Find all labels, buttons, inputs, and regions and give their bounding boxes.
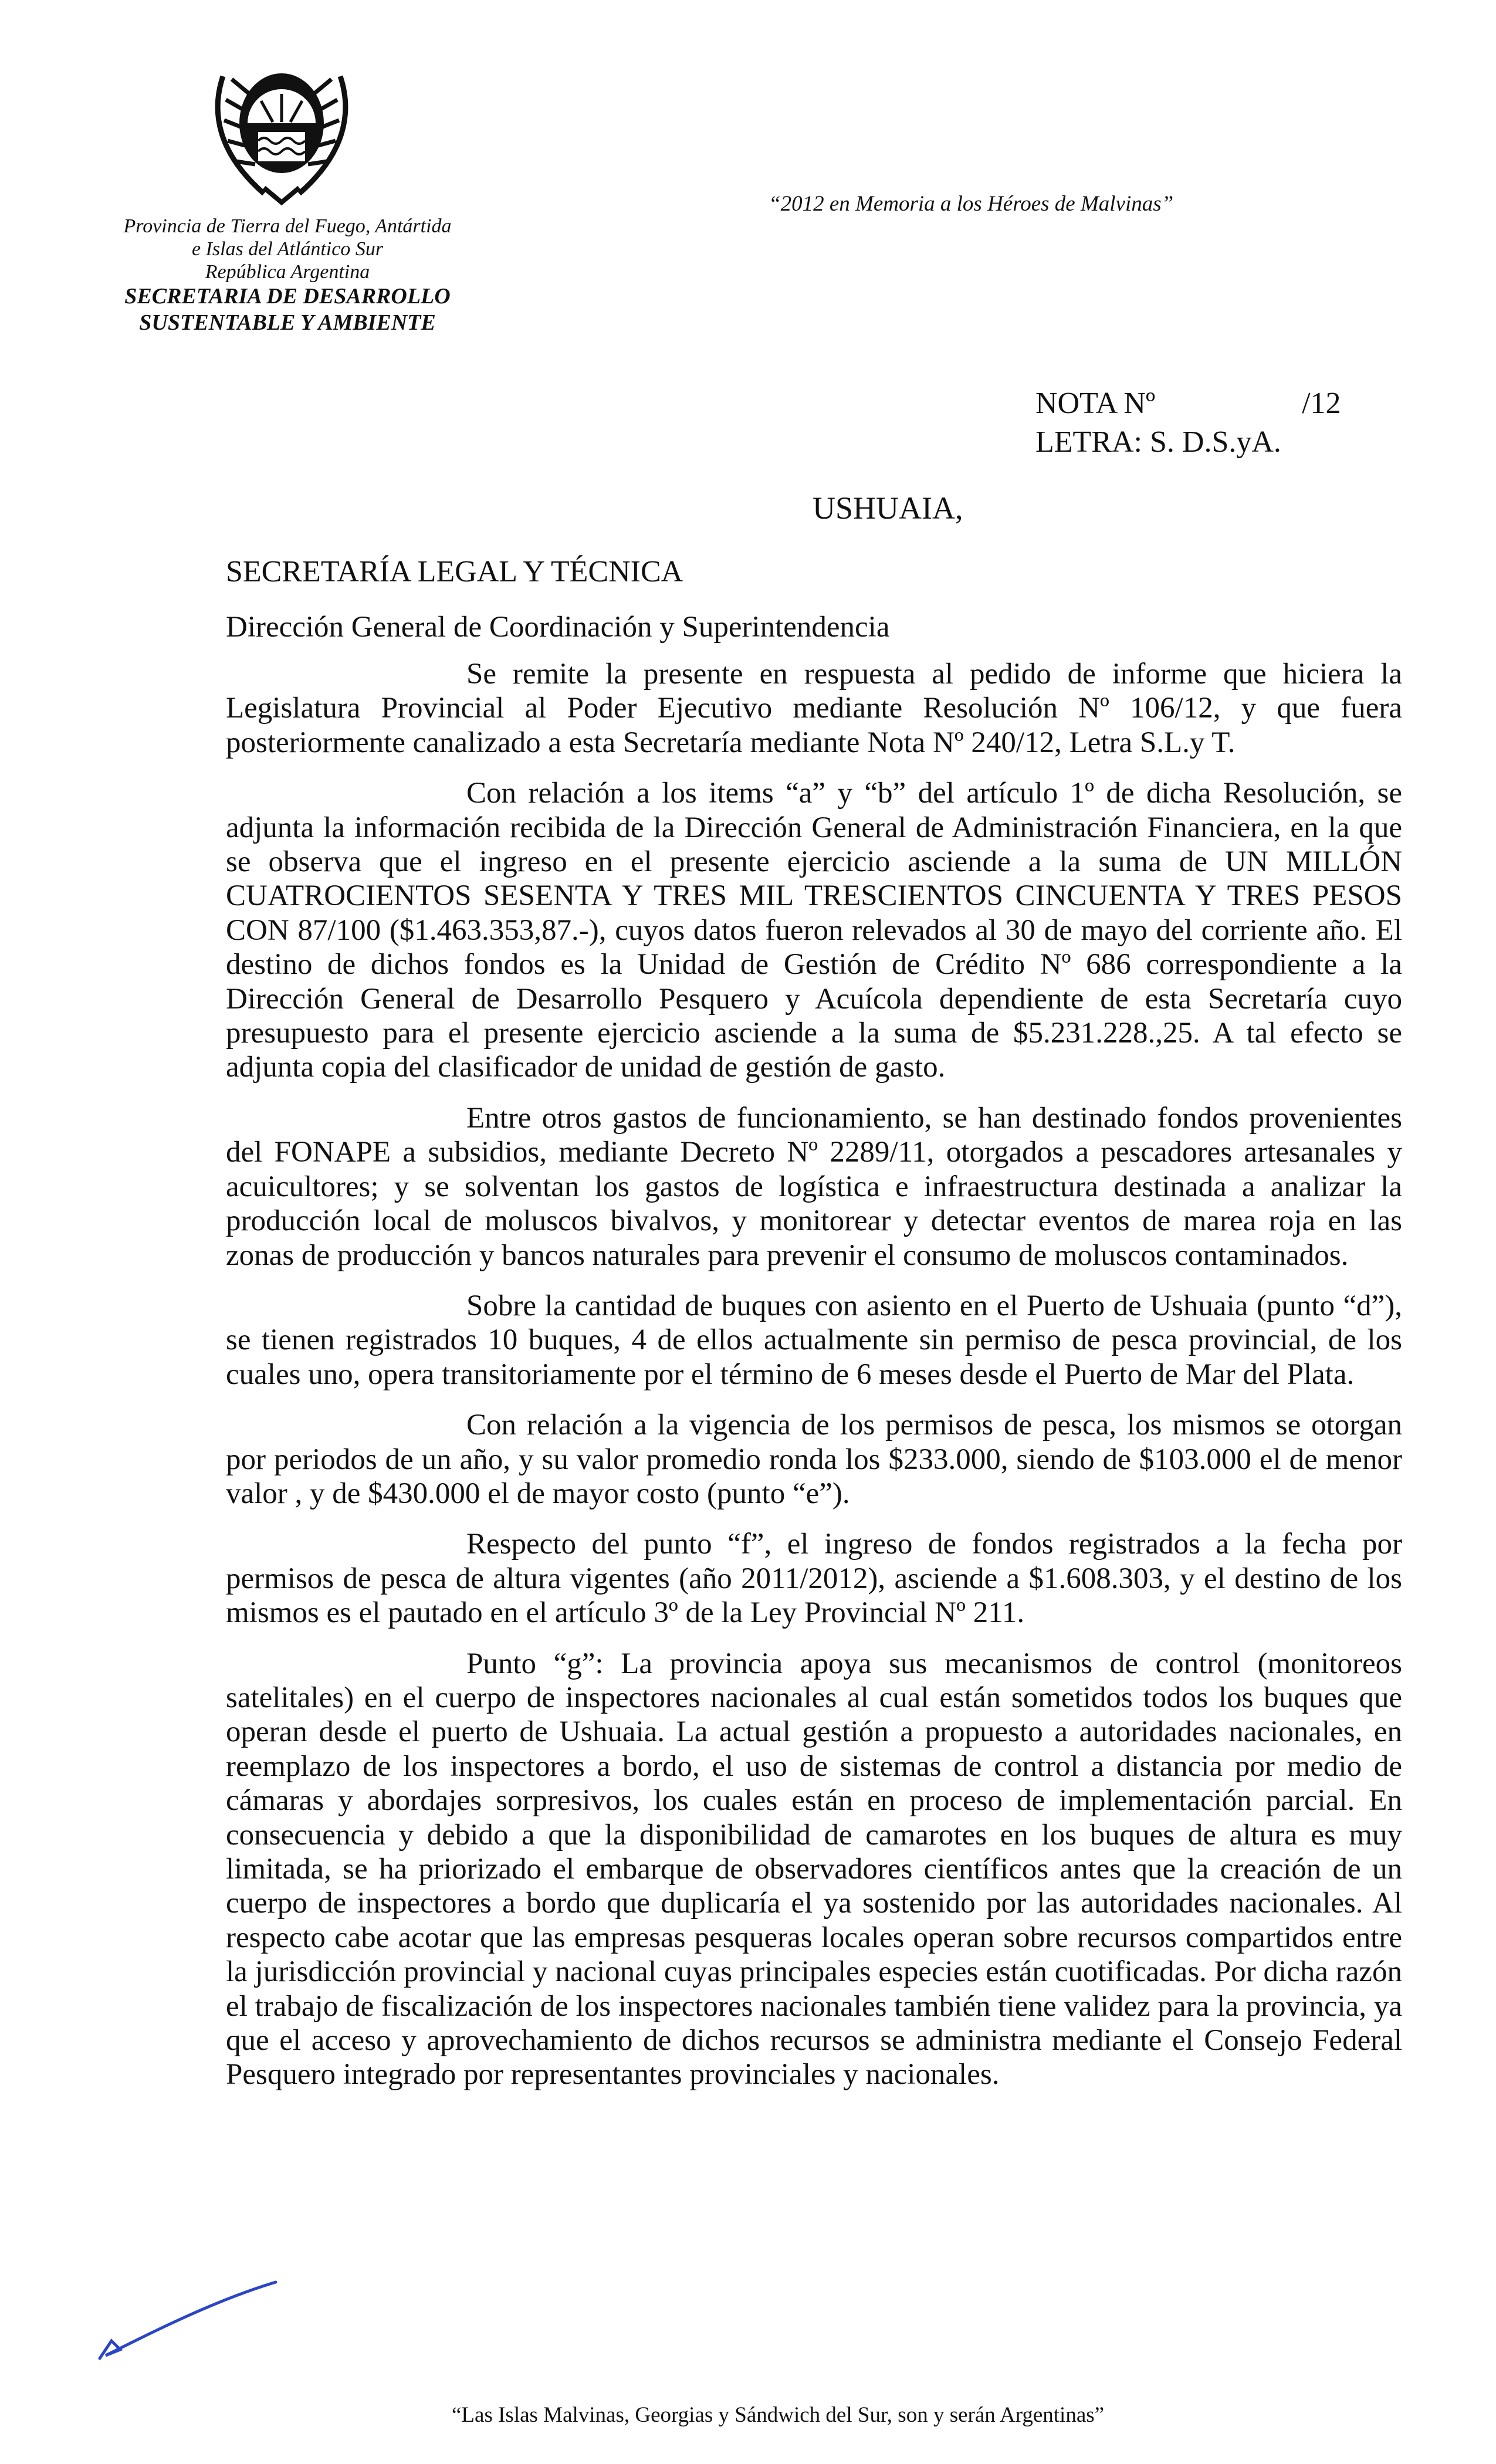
body-paragraph: Respecto del punto “f”, el ingreso de fondos registrados a la fecha por permisos de pesca de altura vigentes (año 2011/2012), asciende a $1.608.303, y el destino de los mismos es el pautado en el artículo 3º de la Ley Provincial Nº 211. [226, 1528, 1402, 1630]
signature-mark [88, 2276, 282, 2370]
secretariat-line: SUSTENTABLE Y AMBIENTE [139, 310, 436, 335]
nota-label: NOTA Nº [1035, 387, 1156, 420]
body-paragraph: Punto “g”: La provincia apoya sus mecanismos de control (monitoreos satelitales) en el cuerpo de inspectores nacionales al cual están sometidos todos los buques que operan desde el puerto de Ushuaia. La actual gestión a propuesto a autoridades nacionales, en reemplazo de los inspectores a bordo, el uso de sistemas de control a distancia por medio de cámaras y abordajes sorpresivos, los cuales están en proceso de implementación parcial. En consecuencia y debido a que la disponibilidad de camarotes en los buques de altura es muy limitada, se ha priorizado el embarque de observadores científicos antes que la creación de un cuerpo de inspectores a bordo que duplicaría el ya sostenido por las autoridades nacionales. Al respecto cabe acotar que las empresas pesqueras locales operan sobre recursos compartidos entre la jurisdicción provincial y nacional cuyas principales especies están cuotificadas. Por dicha razón el trabajo de fiscalización de los inspectores nacionales también tiene validez para la provincia, ya que el acceso y aprovechamiento de dichos recursos se administra mediante el Consejo Federal Pesquero integrado por representantes provinciales y nacionales. [226, 1647, 1402, 2091]
letra-line: LETRA: S. D.S.yA. [1035, 425, 1281, 459]
reference-block [1035, 384, 1341, 462]
body-paragraph: Entre otros gastos de funcionamiento, se han destinado fondos provenientes del FONAPE a subsidios, mediante Decreto Nº 2289/11, otorgados a pescadores artesanales y acuicultores; y se solventan los gastos de logística e infraestructura destinada a analizar la producción local de moluscos bivalvos, y monitorear y detectar eventos de marea roja en las zonas de producción y bancos naturales para prevenir el consumo de moluscos contaminados. [226, 1101, 1402, 1272]
letter-body [226, 657, 1402, 2108]
recipient-subtitle: Dirección General de Coordinación y Superintendencia [226, 611, 890, 644]
institution-line: República Argentina [205, 261, 370, 283]
body-paragraph: Sobre la cantidad de buques con asiento en el Puerto de Ushuaia (punto “d”), se tienen registrados 10 buques, 4 de ellos actualmente sin permiso de pesca provincial, de los cuales uno, opera transitoriamente por el término de 6 meses desde el Puerto de Mar del Plata. [226, 1289, 1402, 1391]
nota-number: /12 [1302, 387, 1341, 420]
coat-of-arms-icon [199, 53, 364, 211]
footer-motto: “Las Islas Malvinas, Georgias y Sándwich del Sur, son y serán Argentinas” [452, 2403, 1105, 2427]
recipient-title: SECRETARÍA LEGAL Y TÉCNICA [226, 555, 683, 588]
body-paragraph: Con relación a la vigencia de los permisos de pesca, los mismos se otorgan por periodos de un año, y su valor promedio ronda los $233.000, siendo de $103.000 el de menor valor , y de $430.000 el de mayor costo (punto “e”). [226, 1409, 1402, 1510]
institution-line: Provincia de Tierra del Fuego, Antártida [123, 215, 452, 237]
header-motto: “2012 en Memoria a los Héroes de Malvinas” [769, 192, 1174, 216]
body-paragraph: Se remite la presente en respuesta al pedido de informe que hiciera la Legislatura Provincial al Poder Ejecutivo mediante Resolución Nº 106/12, y que fuera posteriormente canalizado a esta Secretaría mediante Nota Nº 240/12, Letra S.L.y T. [226, 658, 1402, 759]
institution-header [82, 215, 493, 336]
city-dateline: USHUAIA, [813, 490, 963, 526]
institution-line: e Islas del Atlántico Sur [191, 238, 384, 260]
body-paragraph: Con relación a los items “a” y “b” del artículo 1º de dicha Resolución, se adjunta la información recibida de la Dirección General de Administración Financiera, en la que se observa que el ingreso en el presente ejercicio asciende a la suma de UN MILLÓN CUATROCIENTOS SESENTA Y TRES MIL TRESCIENTOS CINCUENTA Y TRES PESOS CON 87/100 ($1.463.353,87.-), cuyos datos fueron relevados al 30 de mayo del corriente año. El destino de dichos fondos es la Unidad de Gestión de Crédito Nº 686 correspondiente a la Dirección General de Desarrollo Pesquero y Acuícola dependiente de esta Secretaría cuyo presupuesto para el presente ejercicio asciende a la suma de $5.231.228.,25. A tal efecto se adjunta copia del clasificador de unidad de gestión de gasto. [226, 777, 1402, 1084]
secretariat-line: SECRETARIA DE DESARROLLO [124, 284, 451, 309]
